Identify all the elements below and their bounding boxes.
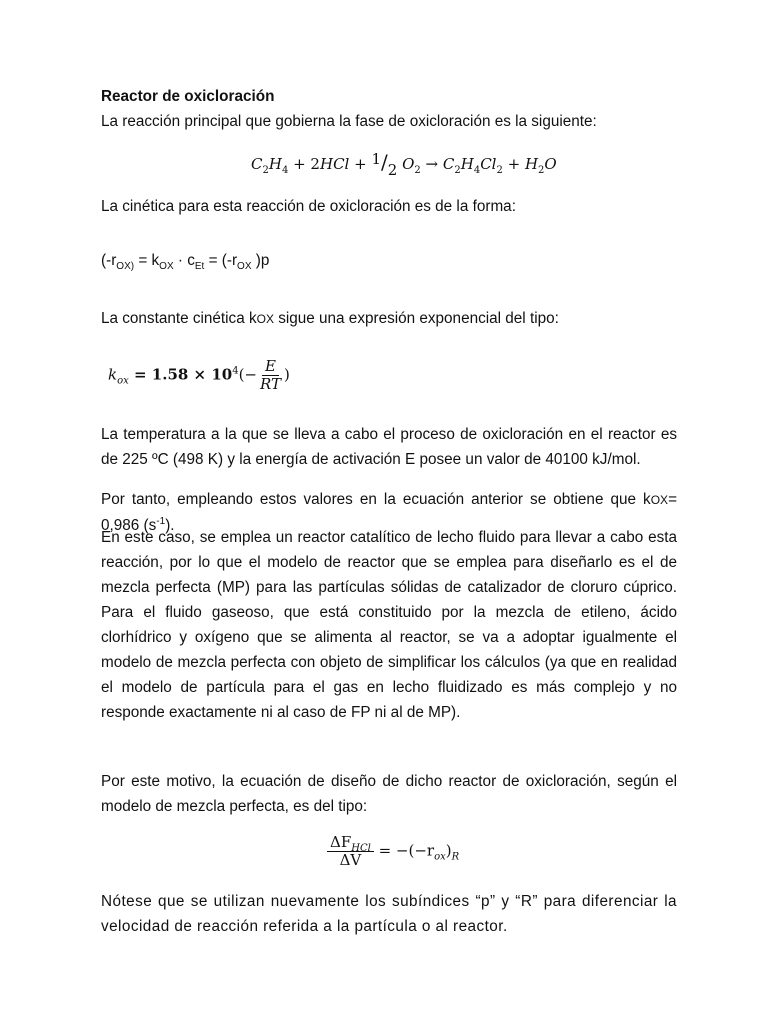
kox-equation: $k_{ox} = 1.58 \times 10^4(-$ $\frac{E}{RT}$ ) [108,357,290,393]
design-paragraph: Por este motivo, la ecuación de diseño de dicho reactor de oxicloración, según el modelo de mezcla perfecta, es del tipo: [101,773,677,815]
rate-equation: ($-r_{OX)} = k_{OX} \cdot c_{Et} = (-r_{OX}$ )p [101,252,270,272]
note-paragraph: Nótese que se utilizan nuevamente los subíndices “p” y “R” para diferenciar la velocidad de reacción referida a la partícula o al reactor. [101,893,677,935]
intro-text: La reacción principal que gobierna la fase de oxicloración es la siguiente: [101,113,597,130]
reaction-equation: $C_2H_4 + 2HCl + ^1/_2$ $O_2 \to C_2H_4Cl_2 + H_2O$ [251,150,557,179]
result-paragraph: Por tanto, empleando estos valores en la ecuación anterior se obtiene que kOX= 0,986 $(s^{-1})$. [101,491,677,534]
reactor-paragraph: En este caso, se emplea un reactor catalítico de lecho fluido para llevar a cabo esta reacción, por lo que el modelo de reactor que se emplea para diseñarlo es el de mezcla perfecta (MP) para las partículas sólidas de catalizador de cloruro cúprico. Para el fluido gaseoso, que está constituido por la mezcla de etileno, ácido clorhídrico y oxígeno que se alimenta al reactor, se va a adoptar igualmente el modelo de mezcla perfecta con objeto de simplificar los cálculos (ya que en realidad el modelo de partícula para el gas en lecho fluidizado es más complejo y no responde exactamente ni al caso de FP ni al de MP). [101,529,677,721]
design-equation: $\frac{\Delta F_{HCl}}{\Delta V}$ = $-(-r_{ox})_R$ [327,834,459,869]
temperature-paragraph: La temperatura a la que se lleva a cabo el proceso de oxicloración en el reactor es de 225 ºC (498 K) y la energía de activación E posee un valor de 40100 kJ/mol. [101,426,677,468]
constant-intro: La constante cinética kOX sigue una expresión exponencial del tipo: [101,310,559,327]
section-heading: Reactor de oxicloración [101,88,275,105]
kinetics-intro: La cinética para esta reacción de oxicloración es de la forma: [101,198,516,215]
